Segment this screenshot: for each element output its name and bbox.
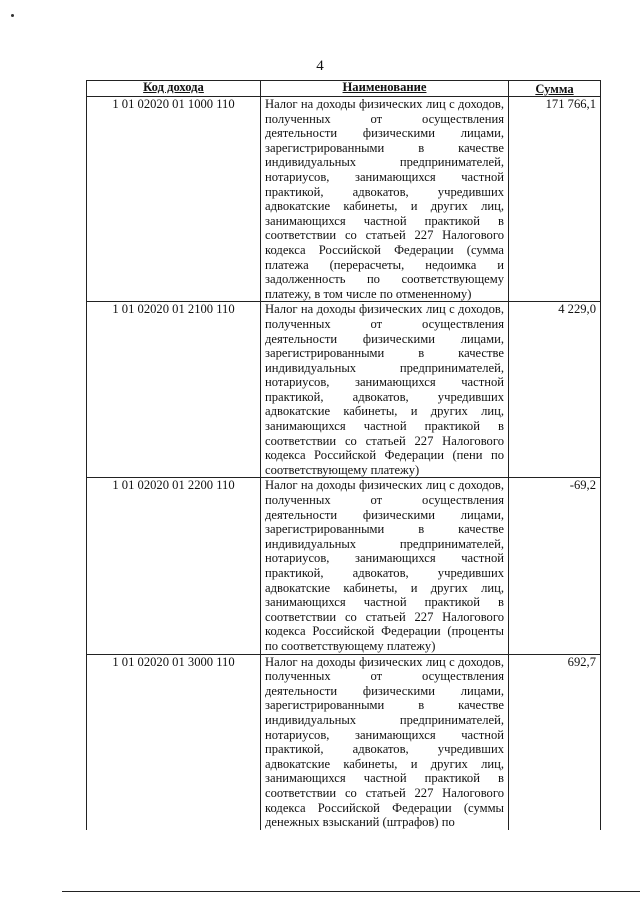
income-amount: -69,2 [509, 478, 601, 654]
income-code: 1 01 02020 01 3000 110 [87, 654, 261, 830]
bottom-rule [62, 891, 640, 892]
table-header-row [87, 81, 601, 97]
income-code: 1 01 02020 01 1000 110 [87, 97, 261, 302]
income-name: Налог на доходы физических лиц с доходов, полученных от осуществления деятельности физическими лицами, зарегистрированными в качестве индивидуальных предпринимателей, нотариусов, занимающихся частной практикой, адвокатов, учредивших адвокатские кабинеты, и других лиц, занимающихся частной практикой в соответствии со статьей 227 Налогового кодекса Российской Федерации (пени по соответствующему платежу) [261, 302, 509, 478]
income-code: 1 01 02020 01 2100 110 [87, 302, 261, 478]
header-code: Код дохода [87, 81, 261, 97]
income-code: 1 01 02020 01 2200 110 [87, 478, 261, 654]
income-name: Налог на доходы физических лиц с доходов, полученных от осуществления деятельности физическими лицами, зарегистрированными в качестве индивидуальных предпринимателей, нотариусов, занимающихся частной практикой, адвокатов, учредивших адвокатские кабинеты, и других лиц, занимающихся частной практикой в соответствии со статьей 227 Налогового кодекса Российской Федерации (сумма платежа (перерасчеты, недоимка и задолженность по соответствующему платежу, в том числе по отмененному) [261, 97, 509, 302]
page-number: 4 [316, 58, 324, 74]
scan-speck [11, 14, 14, 17]
income-name: Налог на доходы физических лиц с доходов, полученных от осуществления деятельности физическими лицами, зарегистрированными в качестве индивидуальных предпринимателей, нотариусов, занимающихся частной практикой, адвокатов, учредивших адвокатские кабинеты, и других лиц, занимающихся частной практикой в соответствии со статьей 227 Налогового кодекса Российской Федерации (суммы денежных взысканий (штрафов) по [261, 654, 509, 830]
table-row [87, 302, 601, 478]
revenue-table [86, 80, 601, 830]
header-amount: Сумма [509, 81, 601, 97]
table-row [87, 478, 601, 654]
table-row [87, 97, 601, 302]
header-name: Наименование [261, 81, 509, 97]
income-amount: 171 766,1 [509, 97, 601, 302]
income-amount: 692,7 [509, 654, 601, 830]
table-row [87, 654, 601, 830]
income-name: Налог на доходы физических лиц с доходов, полученных от осуществления деятельности физическими лицами, зарегистрированными в качестве индивидуальных предпринимателей, нотариусов, занимающихся частной практикой, адвокатов, учредивших адвокатские кабинеты, и других лиц, занимающихся частной практикой в соответствии со статьей 227 Налогового кодекса Российской Федерации (проценты по соответствующему платежу) [261, 478, 509, 654]
income-amount: 4 229,0 [509, 302, 601, 478]
